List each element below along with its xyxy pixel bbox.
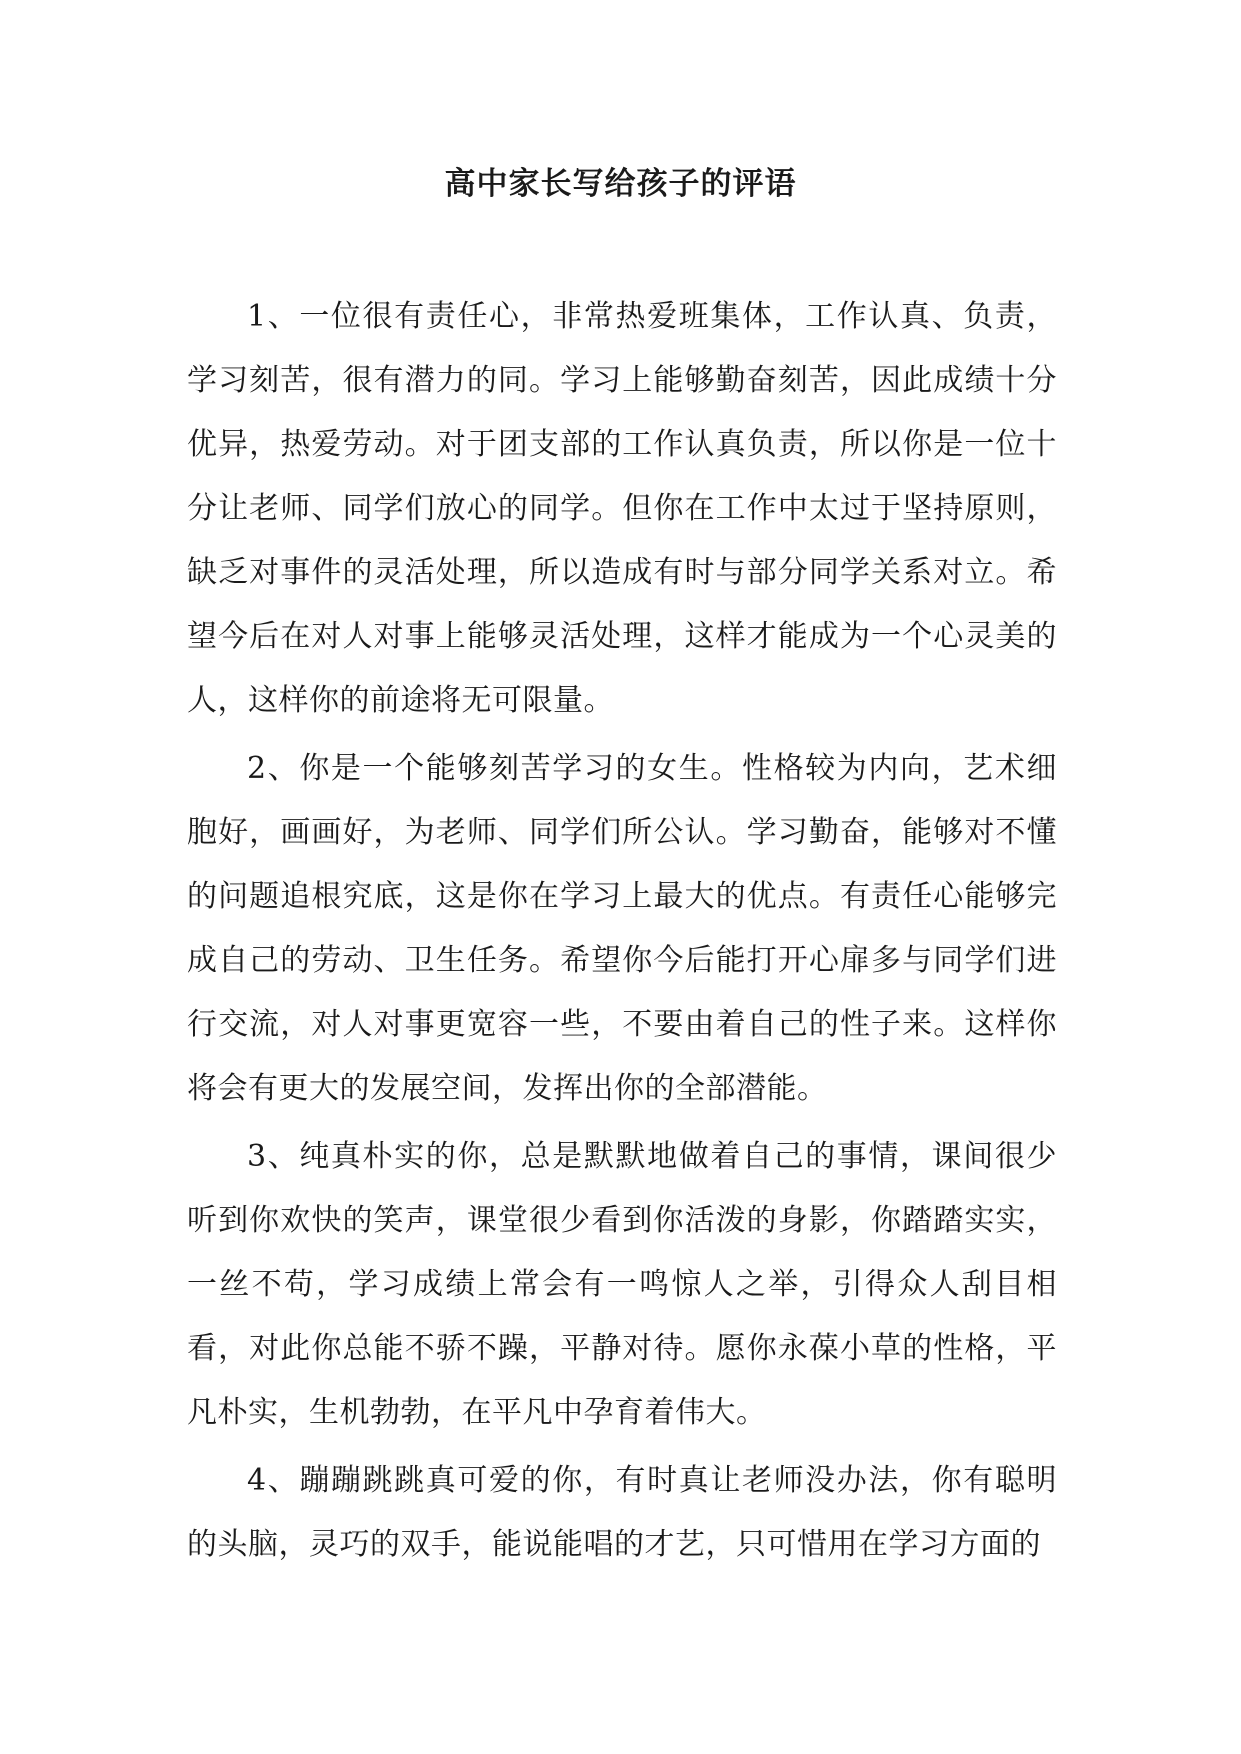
paragraph-4: 4、蹦蹦跳跳真可爱的你，有时真让老师没办法，你有聪明的头脑，灵巧的双手，能说能唱的才艺，只可惜用在学习方面的 [187,1463,1057,1562]
paragraph-3: 3、纯真朴实的你，总是默默地做着自己的事情，课间很少听到你欢快的笑声，课堂很少看到你活泼的身影，你踏踏实实，一丝不苟，学习成绩上常会有一鸣惊人之举，引得众人刮目相看，对此你总能不骄不躁，平静对待。愿你永葆小草的性格，平凡朴实，生机勃勃，在平凡中孕育着伟大。 [187,1139,1057,1430]
document-title: 高中家长写给孩子的评语 [444,166,797,202]
paragraph-1: 1、一位很有责任心，非常热爱班集体，工作认真、负责，学习刻苦，很有潜力的同。学习上能够勤奋刻苦，因此成绩十分优异，热爱劳动。对于团支部的工作认真负责，所以你是一位十分让老师、同学们放心的同学。但你在工作中太过于坚持原则，缺乏对事件的灵活处理，所以造成有时与部分同学关系对立。希望今后在对人对事上能够灵活处理，这样才能成为一个心灵美的人，这样你的前途将无可限量。 [187,299,1057,718]
document-body [187,285,1057,1581]
paragraph-2: 2、你是一个能够刻苦学习的女生。性格较为内向，艺术细胞好，画画好，为老师、同学们所公认。学习勤奋，能够对不懂的问题追根究底，这是你在学习上最大的优点。有责任心能够完成自己的劳动、卫生任务。希望你今后能打开心扉多与同学们进行交流，对人对事更宽容一些，不要由着自己的性子来。这样你将会有更大的发展空间，发挥出你的全部潜能。 [187,751,1057,1106]
